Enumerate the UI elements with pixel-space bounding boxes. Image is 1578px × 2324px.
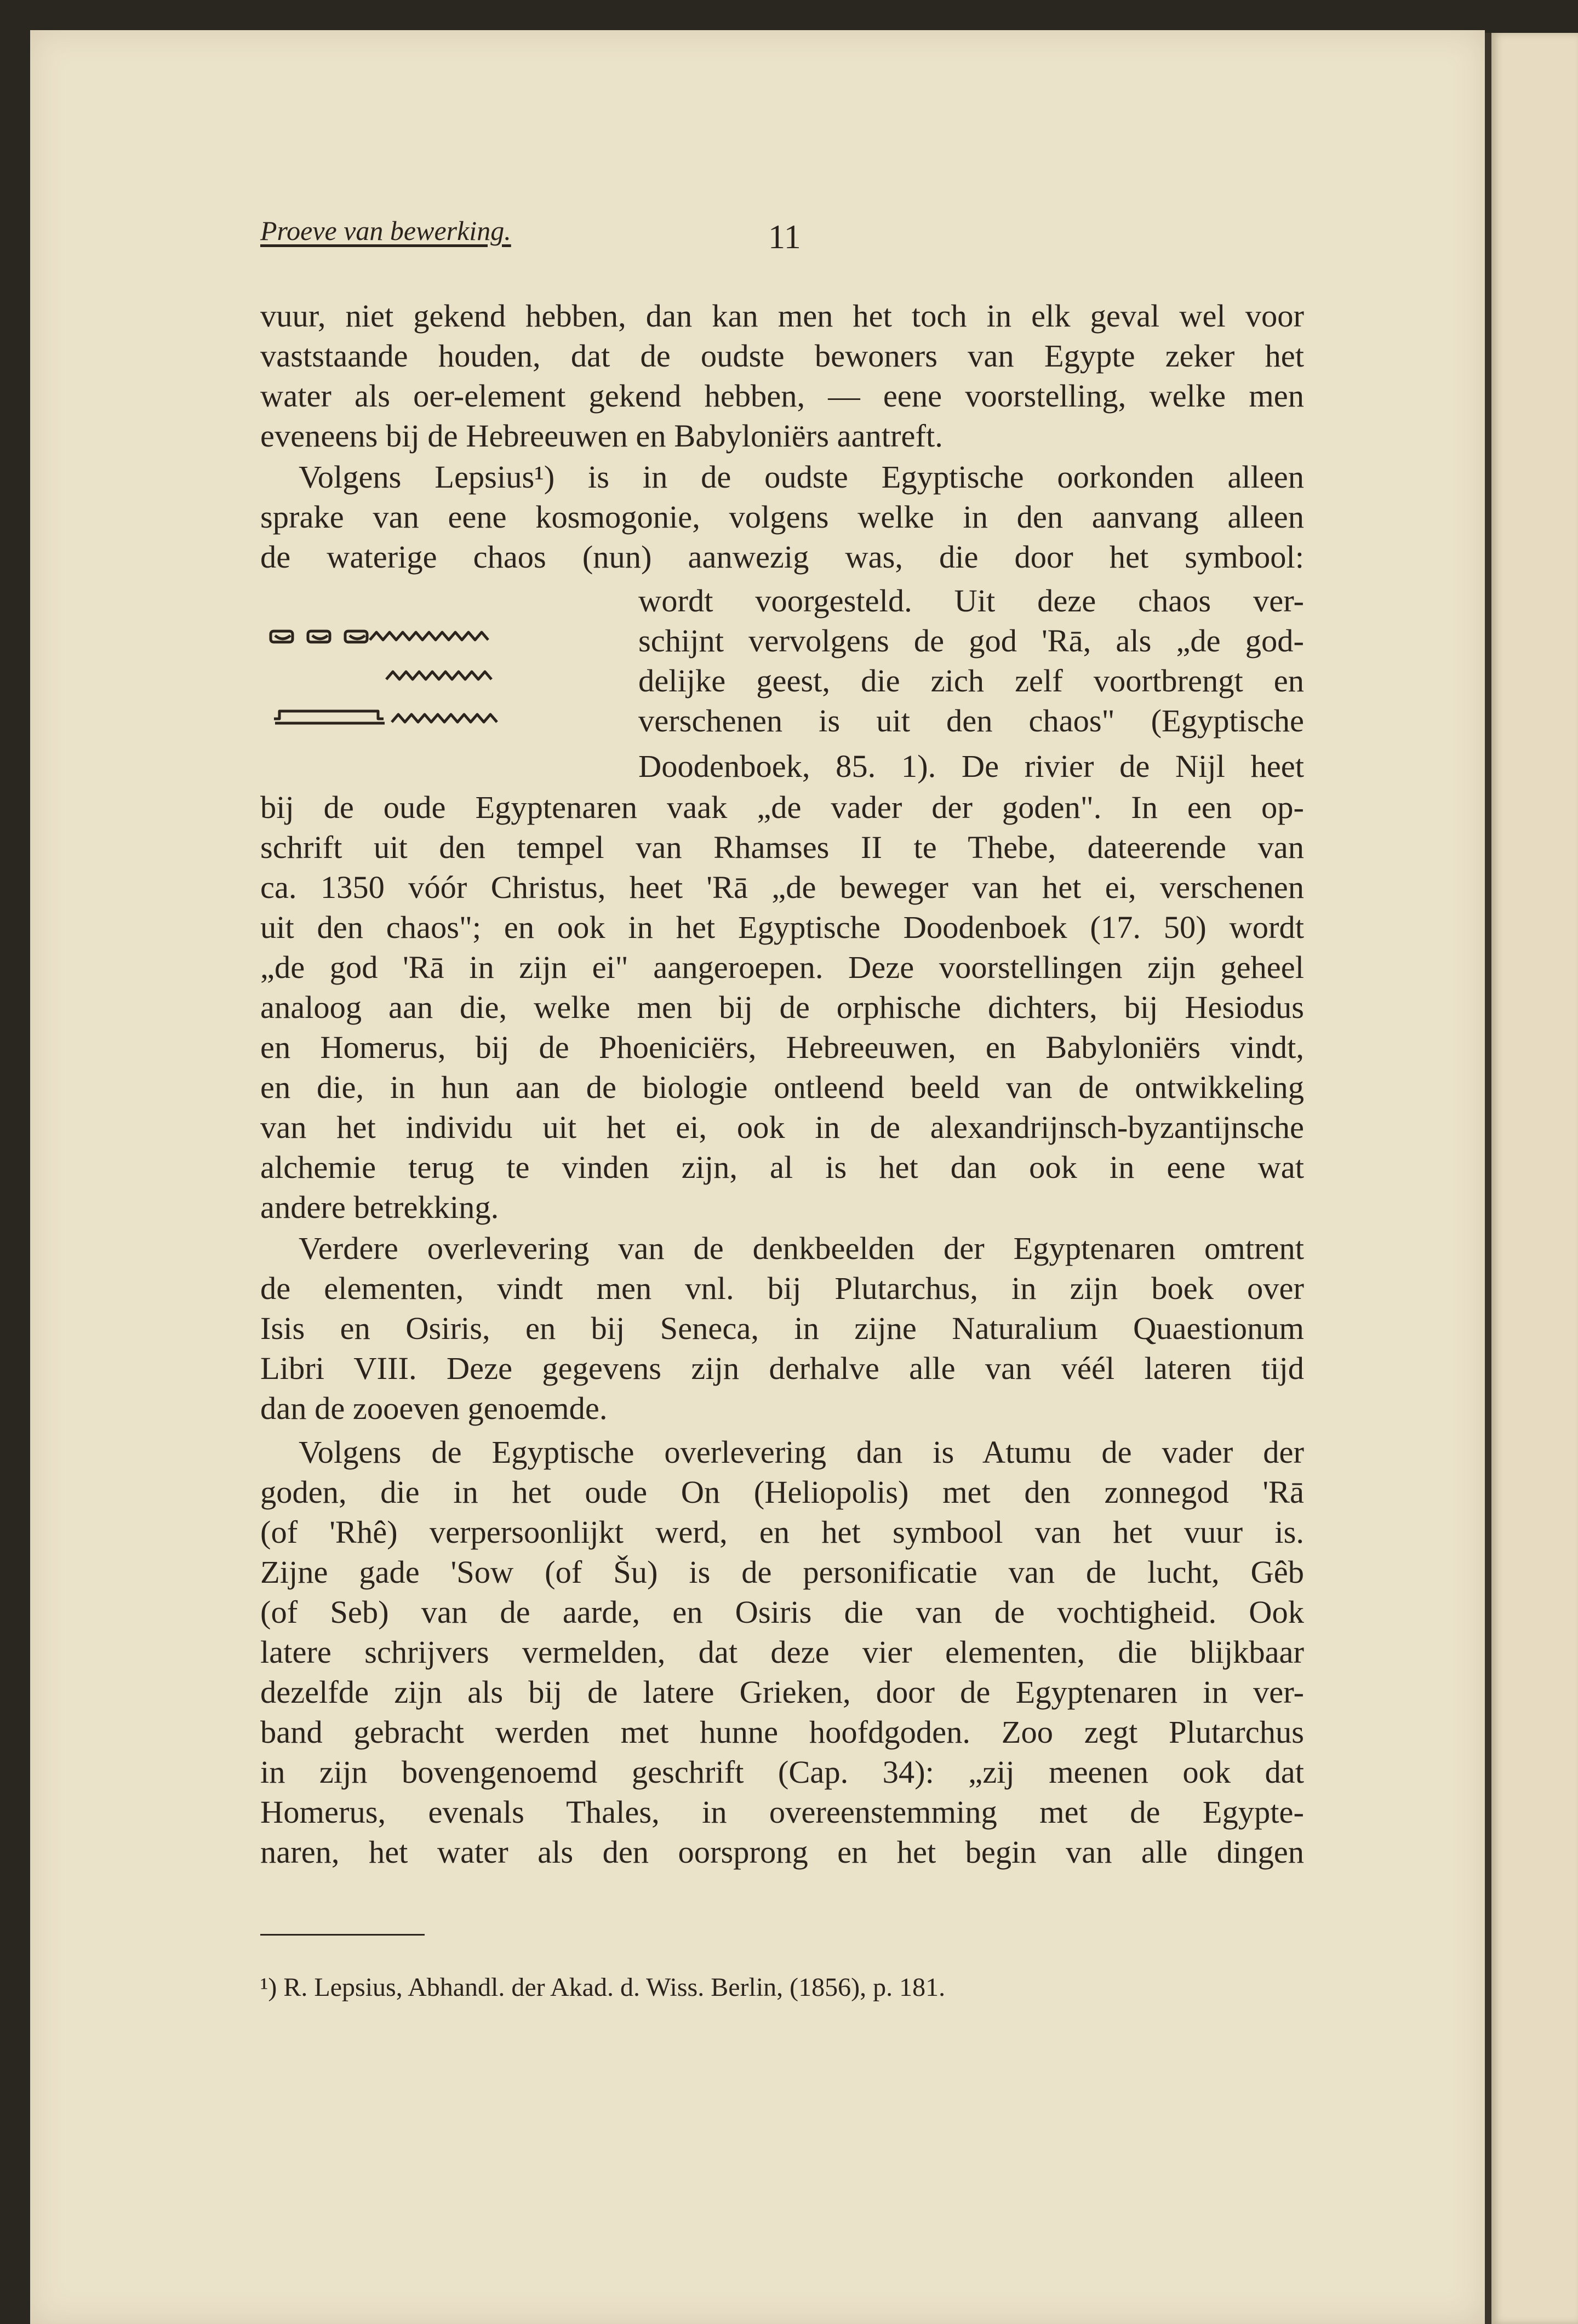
text-line: verschenen is uit den chaos" (Egyptische [638, 703, 1304, 739]
book-spine [1485, 33, 1491, 2324]
text-line: dan de zooeven genoemde. [260, 1390, 608, 1426]
text-line: Doodenboek, 85. 1). De rivier de Nijl heet [638, 748, 1304, 784]
text-line: uit den chaos"; en ook in het Egyptische Doodenboek (17. 50) wordt [260, 909, 1304, 945]
text-line: vuur, niet gekend hebben, dan kan men het toch in elk geval wel voor [260, 298, 1304, 334]
text-line: bij de oude Egyptenaren vaak „de vader der goden". In een op- [260, 789, 1304, 825]
text-line: Volgens Lepsius¹) is in de oudste Egyptische oorkonden alleen [299, 459, 1304, 495]
text-line: band gebracht werden met hunne hoofdgoden. Zoo zegt Plutarchus [260, 1714, 1304, 1750]
text-line: Homerus, evenals Thales, in overeenstemming met de Egypte- [260, 1794, 1304, 1830]
footnote-rule [260, 1934, 425, 1936]
text-line: dezelfde zijn als bij de latere Grieken, door de Egyptenaren in ver- [260, 1674, 1304, 1710]
text-line: Zijne gade 'Sow (of Šu) is de personificatie van de lucht, Gêb [260, 1554, 1304, 1590]
text-line: de waterige chaos (nun) aanwezig was, die door het symbool: [260, 539, 1304, 575]
facing-page-edge [1491, 33, 1578, 2324]
text-line: in zijn bovengenoemd geschrift (Cap. 34): „zij meenen ook dat [260, 1754, 1304, 1790]
text-line: en Homerus, bij de Phoeniciërs, Hebreeuwen, en Babyloniërs vindt, [260, 1029, 1304, 1065]
text-line: alchemie terug te vinden zijn, al is het dan ook in eene wat [260, 1149, 1304, 1185]
text-line: „de god 'Rā in zijn ei" aangeroepen. Deze voorstellingen zijn geheel [260, 949, 1304, 985]
text-line: de elementen, vindt men vnl. bij Plutarchus, in zijn boek over [260, 1270, 1304, 1306]
text-line: Isis en Osiris, en bij Seneca, in zijne Naturalium Quaestionum [260, 1310, 1304, 1346]
footnote: ¹) R. Lepsius, Abhandl. der Akad. d. Wiss. Berlin, (1856), p. 181. [260, 1973, 946, 2002]
text-line: (of Seb) van de aarde, en Osiris die van de vochtigheid. Ook [260, 1594, 1304, 1630]
text-line: goden, die in het oude On (Heliopolis) met den zonnegod 'Rā [260, 1474, 1304, 1510]
text-line: sprake van eene kosmogonie, volgens welke in den aanvang alleen [260, 499, 1304, 535]
text-line: schijnt vervolgens de god 'Rā, als „de god- [638, 623, 1304, 659]
running-head: Proeve van bewerking. [260, 215, 511, 246]
text-line: en die, in hun aan de biologie ontleend beeld van de ontwikkeling [260, 1069, 1304, 1105]
text-line: van het individu uit het ei, ook in de alexandrijnsch-byzantijnsche [260, 1109, 1304, 1145]
text-line: (of 'Rhê) verpersoonlijkt werd, en het symbool van het vuur is. [260, 1514, 1304, 1550]
text-line: analoog aan die, welke men bij de orphische dichters, bij Hesiodus [260, 989, 1304, 1025]
text-line: ca. 1350 vóór Christus, heet 'Rā „de beweger van het ei, verschenen [260, 869, 1304, 905]
text-line: vaststaande houden, dat de oudste bewoners van Egypte zeker het [260, 338, 1304, 374]
text-line: delijke geest, die zich zelf voortbrengt en [638, 663, 1304, 699]
text-line: naren, het water als den oorsprong en het begin van alle dingen [260, 1834, 1304, 1870]
text-line: eveneens bij de Hebreeuwen en Babyloniërs aantreft. [260, 418, 943, 454]
text-line: schrift uit den tempel van Rhamses II te Thebe, dateerende van [260, 829, 1304, 865]
text-line: Volgens de Egyptische overlevering dan is Atumu de vader der [299, 1434, 1304, 1470]
text-line: andere betrekking. [260, 1189, 499, 1225]
text-line: Verdere overlevering van de denkbeelden der Egyptenaren omtrent [299, 1230, 1304, 1266]
text-line: latere schrijvers vermelden, dat deze vier elementen, die blijkbaar [260, 1634, 1304, 1670]
water-chaos-hieroglyph-icon [258, 619, 608, 751]
text-line: water als oer-element gekend hebben, — eene voorstelling, welke men [260, 378, 1304, 414]
text-line: wordt voorgesteld. Uit deze chaos ver- [638, 583, 1304, 619]
text-line: Libri VIII. Deze gegevens zijn derhalve alle van véél lateren tijd [260, 1350, 1304, 1386]
page-number: 11 [768, 219, 801, 256]
